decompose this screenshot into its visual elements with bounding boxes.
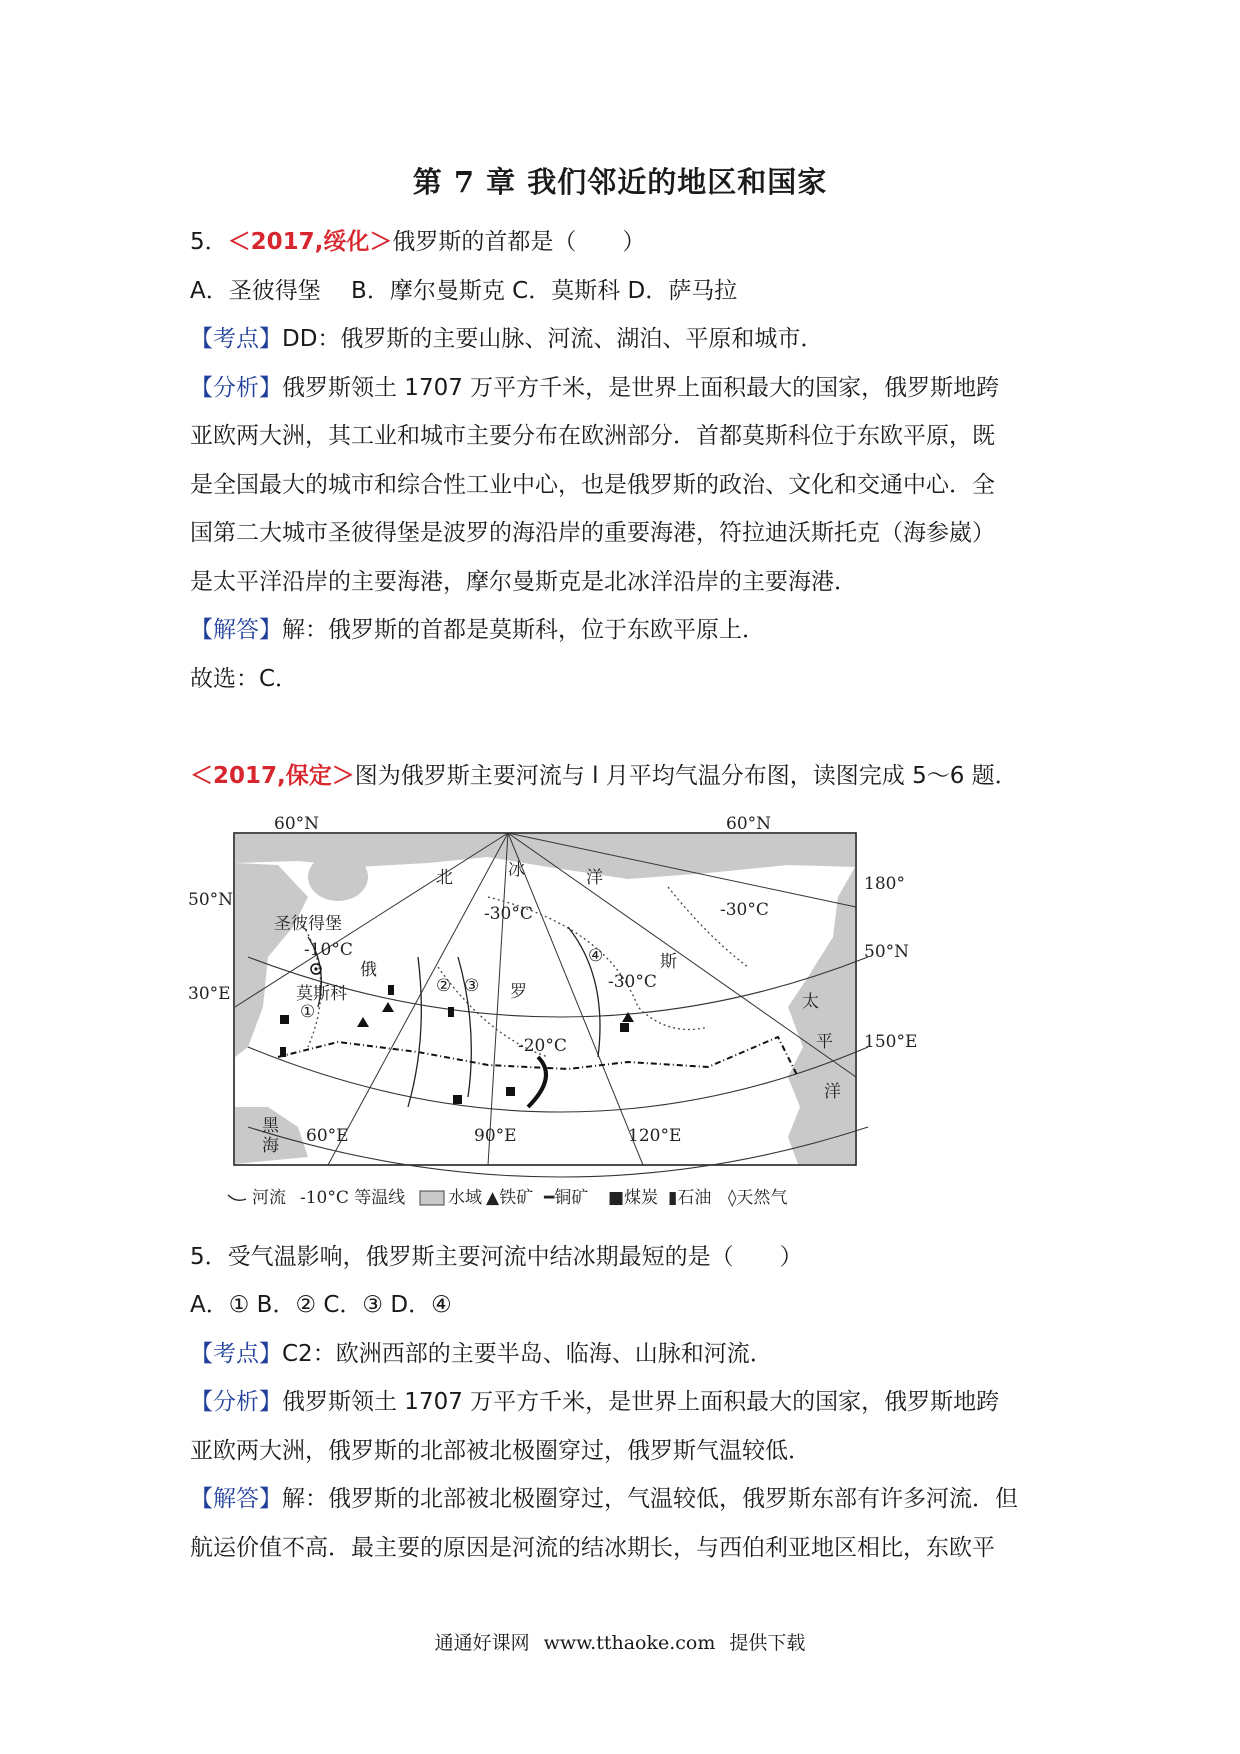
question-number: 5． [190, 229, 228, 255]
jieda-line: 航运价值不高．最主要的原因是河流的结冰期长，与西伯利亚地区相比，东欧平 [190, 1534, 995, 1561]
kaodian-tag: 【考点】 [190, 326, 282, 352]
legend-iron: ▲铁矿 [486, 1187, 534, 1208]
label-lon150: 150°E [864, 1031, 918, 1052]
question-1-kaodian [190, 315, 1060, 364]
fenxi-line: 亚欧两大洲，其工业和城市主要分布在欧洲部分．首都莫斯科位于东欧平原，既 [190, 423, 995, 449]
legend-coal: ■煤炭 [608, 1187, 659, 1208]
label-isotherm-m30a: -30°C [484, 903, 533, 924]
label-black-sea-2: 海 [262, 1135, 279, 1156]
white-sea-area [308, 853, 368, 901]
document-body [190, 218, 1060, 1572]
fenxi-line: 是全国最大的城市和综合性工业中心，也是俄罗斯的政治、文化和交通中心．全 [190, 471, 995, 498]
footer-site: 通通好课网 [434, 1632, 530, 1654]
fenxi-line: 国第二大城市圣彼得堡是波罗的海沿岸的重要海港，符拉迪沃斯托克（海参崴） [190, 520, 995, 546]
label-arctic-bing: 冰 [508, 859, 525, 880]
jieda-line: 解：俄罗斯的北部被北极圈穿过，气温较低，俄罗斯东部有许多河流．但 [282, 1486, 1018, 1512]
question-text: 俄罗斯的首都是（ ） [392, 229, 646, 255]
question-2-stem: 5．受气温影响，俄罗斯主要河流中结冰期最短的是（ ） [190, 1243, 803, 1270]
group-source: ＜2017,保定＞ [190, 763, 355, 789]
question-group-intro [190, 752, 1060, 801]
label-black-sea-1: 黑 [262, 1115, 279, 1136]
coal-symbol [620, 1023, 629, 1032]
label-pacific-ping: 平 [816, 1031, 833, 1052]
moscow-marker-dot [314, 967, 317, 970]
label-saint-petersburg: 圣彼得堡 [274, 913, 342, 934]
legend-copper: ━铜矿 [544, 1187, 589, 1208]
label-country-si: 斯 [660, 951, 677, 972]
question-1-fenxi [190, 364, 1060, 413]
legend-river: 河流 [252, 1187, 286, 1208]
oil-symbol [448, 1007, 454, 1017]
oil-symbol [280, 1047, 286, 1057]
label-lon30: 30°E [188, 983, 231, 1004]
russia-rivers-temperature-map [188, 807, 938, 1227]
coal-symbol [280, 1015, 289, 1024]
label-lat60-left: 60°N [274, 813, 320, 834]
legend-water-swatch [420, 1191, 444, 1205]
label-arctic-bei: 北 [436, 867, 453, 888]
legend-isotherm: -10°C 等温线 [300, 1187, 406, 1208]
footer-suffix: 提供下载 [729, 1632, 806, 1654]
coal-symbol [453, 1095, 462, 1104]
label-lat50-right: 50°N [864, 941, 910, 962]
chapter-title: 第 7 章 我们邻近的地区和国家 [412, 165, 828, 199]
label-arctic-yang: 洋 [586, 867, 603, 888]
question-1-options: A．圣彼得堡 B．摩尔曼斯克 C．莫斯科 D．萨马拉 [190, 277, 738, 304]
label-country-luo: 罗 [510, 981, 527, 1002]
label-lon60: 60°E [306, 1125, 349, 1146]
label-river-1: ① [300, 1001, 316, 1022]
label-pacific-tai: 太 [802, 991, 819, 1012]
spacer [190, 703, 1060, 752]
fenxi-tag: 【分析】 [190, 1389, 282, 1415]
fenxi-line: 亚欧两大洲，俄罗斯的北部被北极圈穿过，俄罗斯气温较低． [190, 1437, 811, 1464]
kaodian-text: DD：俄罗斯的主要山脉、河流、湖泊、平原和城市． [282, 326, 824, 352]
question-1-stem [190, 218, 1060, 267]
legend-water: 水域 [448, 1187, 482, 1208]
label-isotherm-m30b: -30°C [608, 971, 657, 992]
label-river-3: ③ [464, 975, 480, 996]
question-2-kaodian [190, 1330, 1060, 1379]
question-2-jieda [190, 1475, 1060, 1524]
legend-gas: ◊天然气 [728, 1187, 788, 1208]
label-isotherm-m10: -10°C [304, 939, 353, 960]
jieda-tag: 【解答】 [190, 617, 282, 643]
label-country-e: 俄 [360, 959, 377, 980]
jieda-tag: 【解答】 [190, 1486, 282, 1512]
legend-oil: ▮石油 [668, 1187, 712, 1208]
fenxi-line: 是太平洋沿岸的主要海港，摩尔曼斯克是北冰洋沿岸的主要海港． [190, 568, 857, 595]
kaodian-tag: 【考点】 [190, 1340, 282, 1367]
question-source: ＜2017,绥化＞ [227, 229, 393, 255]
fenxi-line: 俄罗斯领土 1707 万平方千米，是世界上面积最大的国家，俄罗斯地跨 [282, 1389, 1000, 1415]
label-moscow: 莫斯科 [296, 983, 347, 1004]
group-intro-text: 图为俄罗斯主要河流与 l 月平均气温分布图，读图完成 5～6 题． [354, 763, 1018, 789]
label-isotherm-m30c: -30°C [720, 899, 769, 920]
label-lat50-left: 50°N [188, 889, 234, 910]
fenxi-tag: 【分析】 [190, 374, 282, 401]
footer-url[interactable]: www.tthaoke.com [543, 1632, 716, 1654]
label-river-4: ④ [588, 945, 604, 966]
coal-symbol [506, 1087, 515, 1096]
label-lon120: 120°E [628, 1125, 682, 1146]
oil-symbol [388, 985, 394, 995]
label-lat60-right: 60°N [726, 813, 772, 834]
page-footer [0, 1628, 1240, 1655]
question-1-jieda [190, 606, 1060, 655]
label-river-2: ② [436, 975, 452, 996]
kaodian-text: C2：欧洲西部的主要半岛、临海、山脉和河流． [282, 1340, 773, 1367]
question-1-answer: 故选：C． [190, 665, 299, 692]
label-lon180: 180° [864, 873, 905, 894]
label-isotherm-m20: -20°C [518, 1035, 567, 1056]
question-2-fenxi [190, 1378, 1060, 1427]
label-pacific-yang: 洋 [824, 1081, 841, 1102]
label-lon90: 90°E [474, 1125, 517, 1146]
map-svg [188, 807, 938, 1227]
fenxi-line: 俄罗斯领土 1707 万平方千米，是世界上面积最大的国家，俄罗斯地跨 [282, 374, 1000, 401]
question-2-options: A．① B．② C．③ D．④ [190, 1292, 452, 1318]
jieda-text: 解：俄罗斯的首都是莫斯科，位于东欧平原上． [282, 617, 765, 643]
